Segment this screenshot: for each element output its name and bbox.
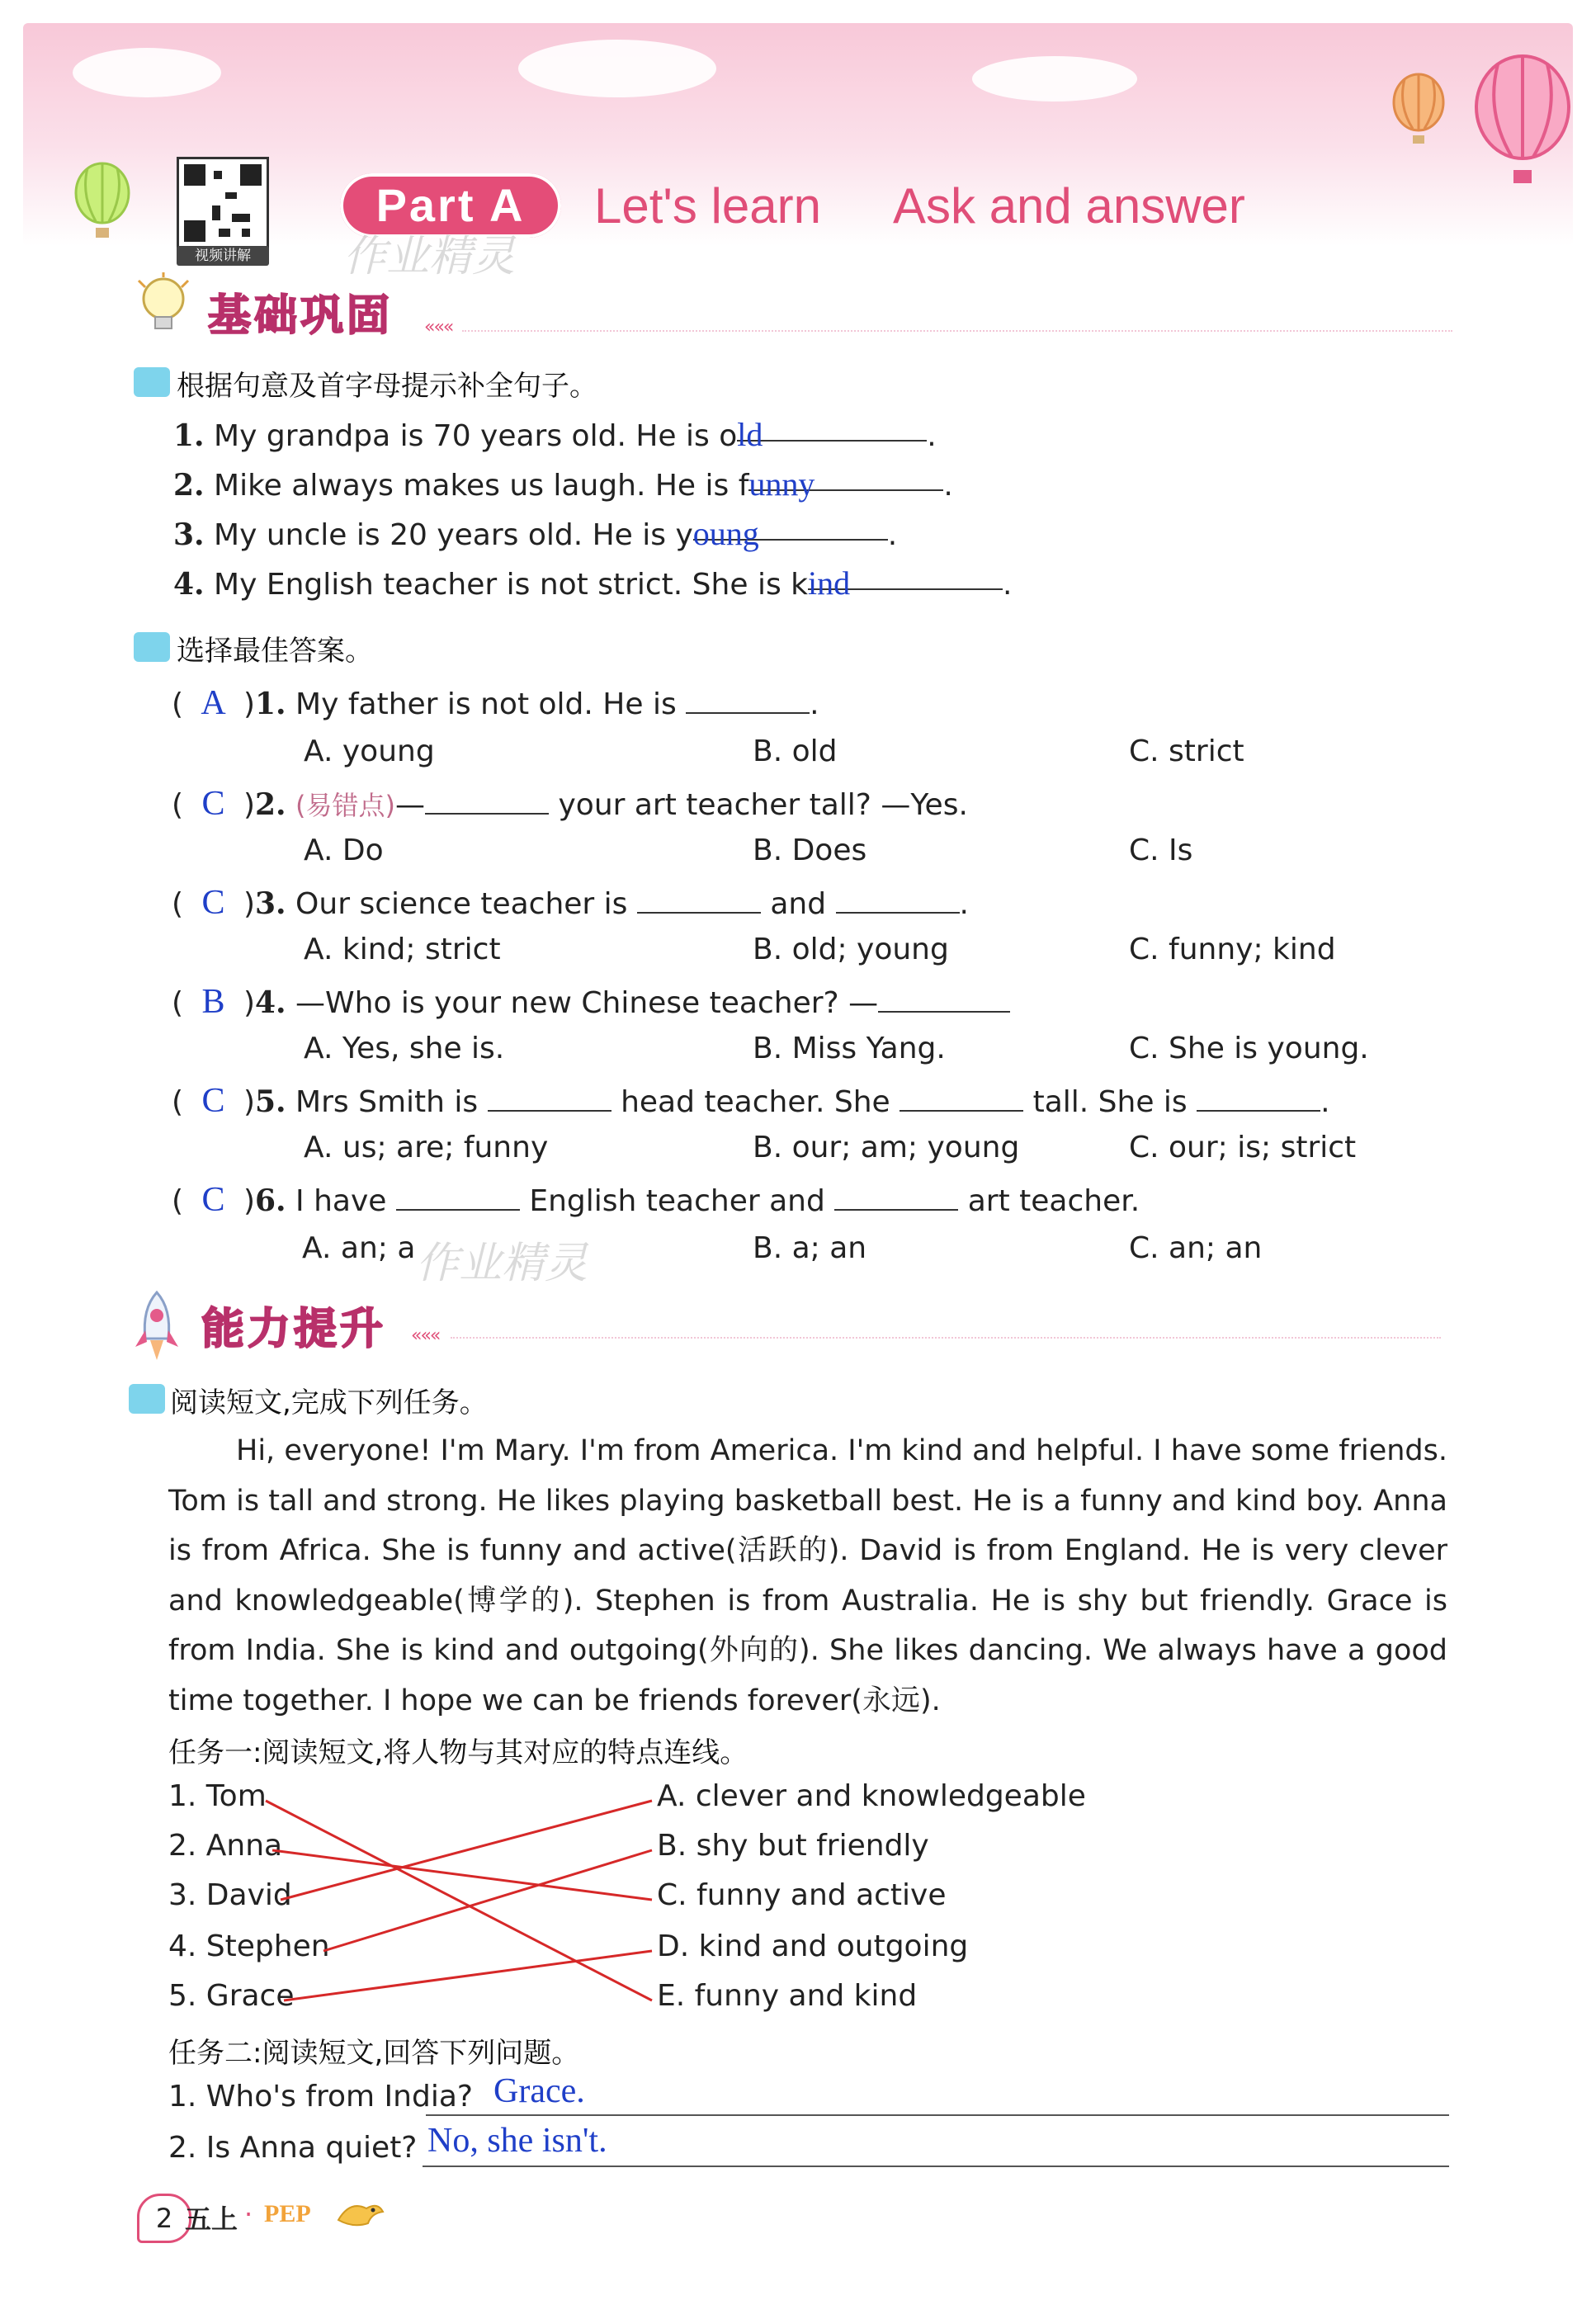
question-end: your art teacher tall? —Yes. [558, 788, 968, 822]
task2-question-2: 2. Is Anna quiet? [168, 2131, 418, 2165]
item-end: . [1003, 568, 1013, 602]
question-mid: English teacher and [529, 1184, 825, 1218]
question-number: 4. [255, 985, 286, 1020]
choice-answer[interactable]: C [201, 884, 225, 922]
error-prone-hint: (易错点) [295, 790, 396, 821]
match-person-stephen[interactable]: 4. Stephen [168, 1929, 330, 1963]
match-trait-b[interactable]: B. shy but friendly [657, 1829, 929, 1863]
passage-text: Hi, everyone! I'm Mary. I'm from America. I'm kind and helpful. I have some friends. Tom is tall and strong. He likes playing basketball best. He is a funny and kind boy. Anna is from Africa. She is funny and active(活跃的). David is from England. He is very clever and knowledgeable(博学的). Stephen is from Australia. He is shy but friendly. Grace is from India. She is kind and outgoing(外向的). She likes dancing. We always have a good time together. I hope we can be friends forever(永远). [168, 1434, 1447, 1717]
option-b[interactable]: B. Miss Yang. [753, 1032, 946, 1065]
item-end: . [927, 419, 937, 453]
option-c[interactable]: C. funny; kind [1129, 933, 1336, 966]
question-number: 3. [255, 886, 286, 921]
footer-grade: 五上 [185, 2203, 238, 2235]
filled-answer: ind [808, 564, 851, 602]
choice-answer[interactable]: B [201, 983, 225, 1021]
question-mid: and [770, 887, 827, 921]
choice-answer[interactable]: C [201, 785, 225, 823]
task2-answer-1: Grace. [493, 2072, 585, 2110]
option-c[interactable]: C. an; an [1129, 1231, 1263, 1265]
match-line-david-a [281, 1801, 652, 1900]
option-c[interactable]: C. our; is; strict [1129, 1131, 1357, 1164]
option-b[interactable]: B. our; am; young [753, 1131, 1020, 1164]
item-text: Mike always makes us laugh. He is f [214, 469, 749, 503]
option-a[interactable]: A. an; a [302, 1231, 416, 1265]
match-line-tom-e [266, 1801, 652, 2000]
heading-arrows: ««« [411, 1325, 440, 1346]
item-number: 4. [173, 567, 205, 602]
match-person-anna[interactable]: 2. Anna [168, 1829, 283, 1863]
option-b[interactable]: B. Does [753, 834, 867, 867]
match-trait-d[interactable]: D. kind and outgoing [657, 1929, 969, 1963]
match-line-anna-c [272, 1850, 652, 1900]
question-end: . [959, 887, 969, 921]
question-mid: head teacher. She [621, 1085, 890, 1119]
option-c[interactable]: C. She is young. [1129, 1032, 1369, 1065]
choice-answer[interactable]: C [201, 1082, 225, 1120]
qr-label: 视频讲解 [177, 246, 269, 266]
watermark: 作业精灵 [343, 232, 516, 281]
filled-answer: oung [692, 515, 759, 552]
question-number: 2. [255, 787, 286, 822]
item-end: . [887, 518, 898, 552]
filled-answer: ld [737, 416, 763, 453]
option-a[interactable]: A. young [304, 734, 435, 768]
exercise2-instruction: 选择最佳答案。 [177, 635, 373, 668]
item-text: My English teacher is not strict. She is k [214, 568, 808, 602]
question-text: Mrs Smith is [295, 1085, 479, 1119]
item-text: My uncle is 20 years old. He is y [214, 518, 693, 552]
match-person-tom[interactable]: 1. Tom [168, 1779, 267, 1813]
match-trait-c[interactable]: C. funny and active [657, 1878, 947, 1912]
choice-question-5: ( C )5. Mrs Smith is head teacher. She tall. She is . [172, 1082, 1330, 1120]
question-text: I have [295, 1184, 387, 1218]
lesson-subtitle: Ask and answer [893, 178, 1245, 234]
question-text: —Who is your new Chinese teacher? — [295, 986, 879, 1020]
question-text: — [395, 788, 426, 822]
question-end: . [810, 687, 819, 721]
item-number: 2. [173, 468, 205, 503]
question-end: . [1320, 1085, 1330, 1119]
choice-answer[interactable]: A [201, 684, 226, 722]
part-badge: Part A [340, 173, 561, 238]
question-text: My father is not old. He is [295, 687, 677, 721]
lesson-title: Let's learn [594, 178, 821, 234]
footer-dot: · [244, 2199, 253, 2230]
footer-edition: PEP [264, 2200, 311, 2227]
option-a[interactable]: A. Do [304, 834, 384, 867]
question-end: art teacher. [967, 1184, 1140, 1218]
option-a[interactable]: A. us; are; funny [304, 1131, 549, 1164]
item-text: My grandpa is 70 years old. He is o [214, 419, 738, 453]
choice-answer[interactable]: C [201, 1181, 225, 1219]
question-mid2: tall. She is [1032, 1085, 1188, 1119]
filled-answer: unny [748, 465, 815, 503]
match-person-grace[interactable]: 5. Grace [168, 1979, 295, 2013]
match-line-grace-d [284, 1951, 652, 2000]
task2-question-1: 1. Who's from India? [168, 2080, 473, 2114]
section-heading-advanced: 能力提升 [201, 1305, 387, 1354]
exercise3-instruction: 阅读短文,完成下列任务。 [170, 1386, 488, 1419]
item-number: 3. [173, 517, 205, 552]
option-b[interactable]: B. a; an [753, 1231, 867, 1265]
task1-title: 任务一:阅读短文,将人物与其对应的特点连线。 [168, 1736, 748, 1769]
task2-answer-line-2[interactable] [423, 2166, 1449, 2167]
option-c[interactable]: C. Is [1129, 834, 1193, 867]
match-trait-e[interactable]: E. funny and kind [657, 1979, 918, 2013]
heading-arrows: ««« [424, 317, 453, 338]
option-b[interactable]: B. old [753, 734, 838, 768]
exercise1-instruction: 根据句意及首字母提示补全句子。 [177, 370, 597, 403]
question-number: 5. [255, 1084, 286, 1119]
choice-question-2: ( C )2. (易错点)— your art teacher tall? —Yes. [172, 785, 968, 823]
question-text: Our science teacher is [295, 887, 628, 921]
match-person-david[interactable]: 3. David [168, 1878, 292, 1912]
option-b[interactable]: B. old; young [753, 933, 949, 966]
item-number: 1. [173, 418, 205, 453]
page-number: 2 [137, 2194, 191, 2243]
question-number: 6. [255, 1183, 286, 1218]
item-end: . [943, 469, 953, 503]
task2-answer-line-1[interactable] [426, 2114, 1449, 2116]
bird-icon [333, 2195, 386, 2232]
watermark-2: 作业精灵 [416, 1239, 588, 1288]
match-trait-a[interactable]: A. clever and knowledgeable [657, 1779, 1086, 1813]
option-a[interactable]: A. kind; strict [304, 933, 501, 966]
option-c[interactable]: C. strict [1129, 734, 1244, 768]
choice-question-1: ( A )1. My father is not old. He is . [172, 684, 819, 722]
choice-question-4: ( B )4. —Who is your new Chinese teacher? — [172, 982, 1010, 1022]
section-heading-basic: 基础巩固 [208, 291, 394, 341]
question-number: 1. [255, 687, 286, 721]
task2-title: 任务二:阅读短文,回答下列问题。 [168, 2037, 580, 2070]
option-a[interactable]: A. Yes, she is. [304, 1032, 505, 1065]
choice-question-3: ( C )3. Our science teacher is and . [172, 884, 969, 922]
choice-question-6: ( C )6. I have English teacher and art teacher. [172, 1181, 1140, 1219]
match-line-stephen-b [323, 1850, 652, 1951]
task2-answer-2: No, she isn't. [427, 2122, 607, 2160]
